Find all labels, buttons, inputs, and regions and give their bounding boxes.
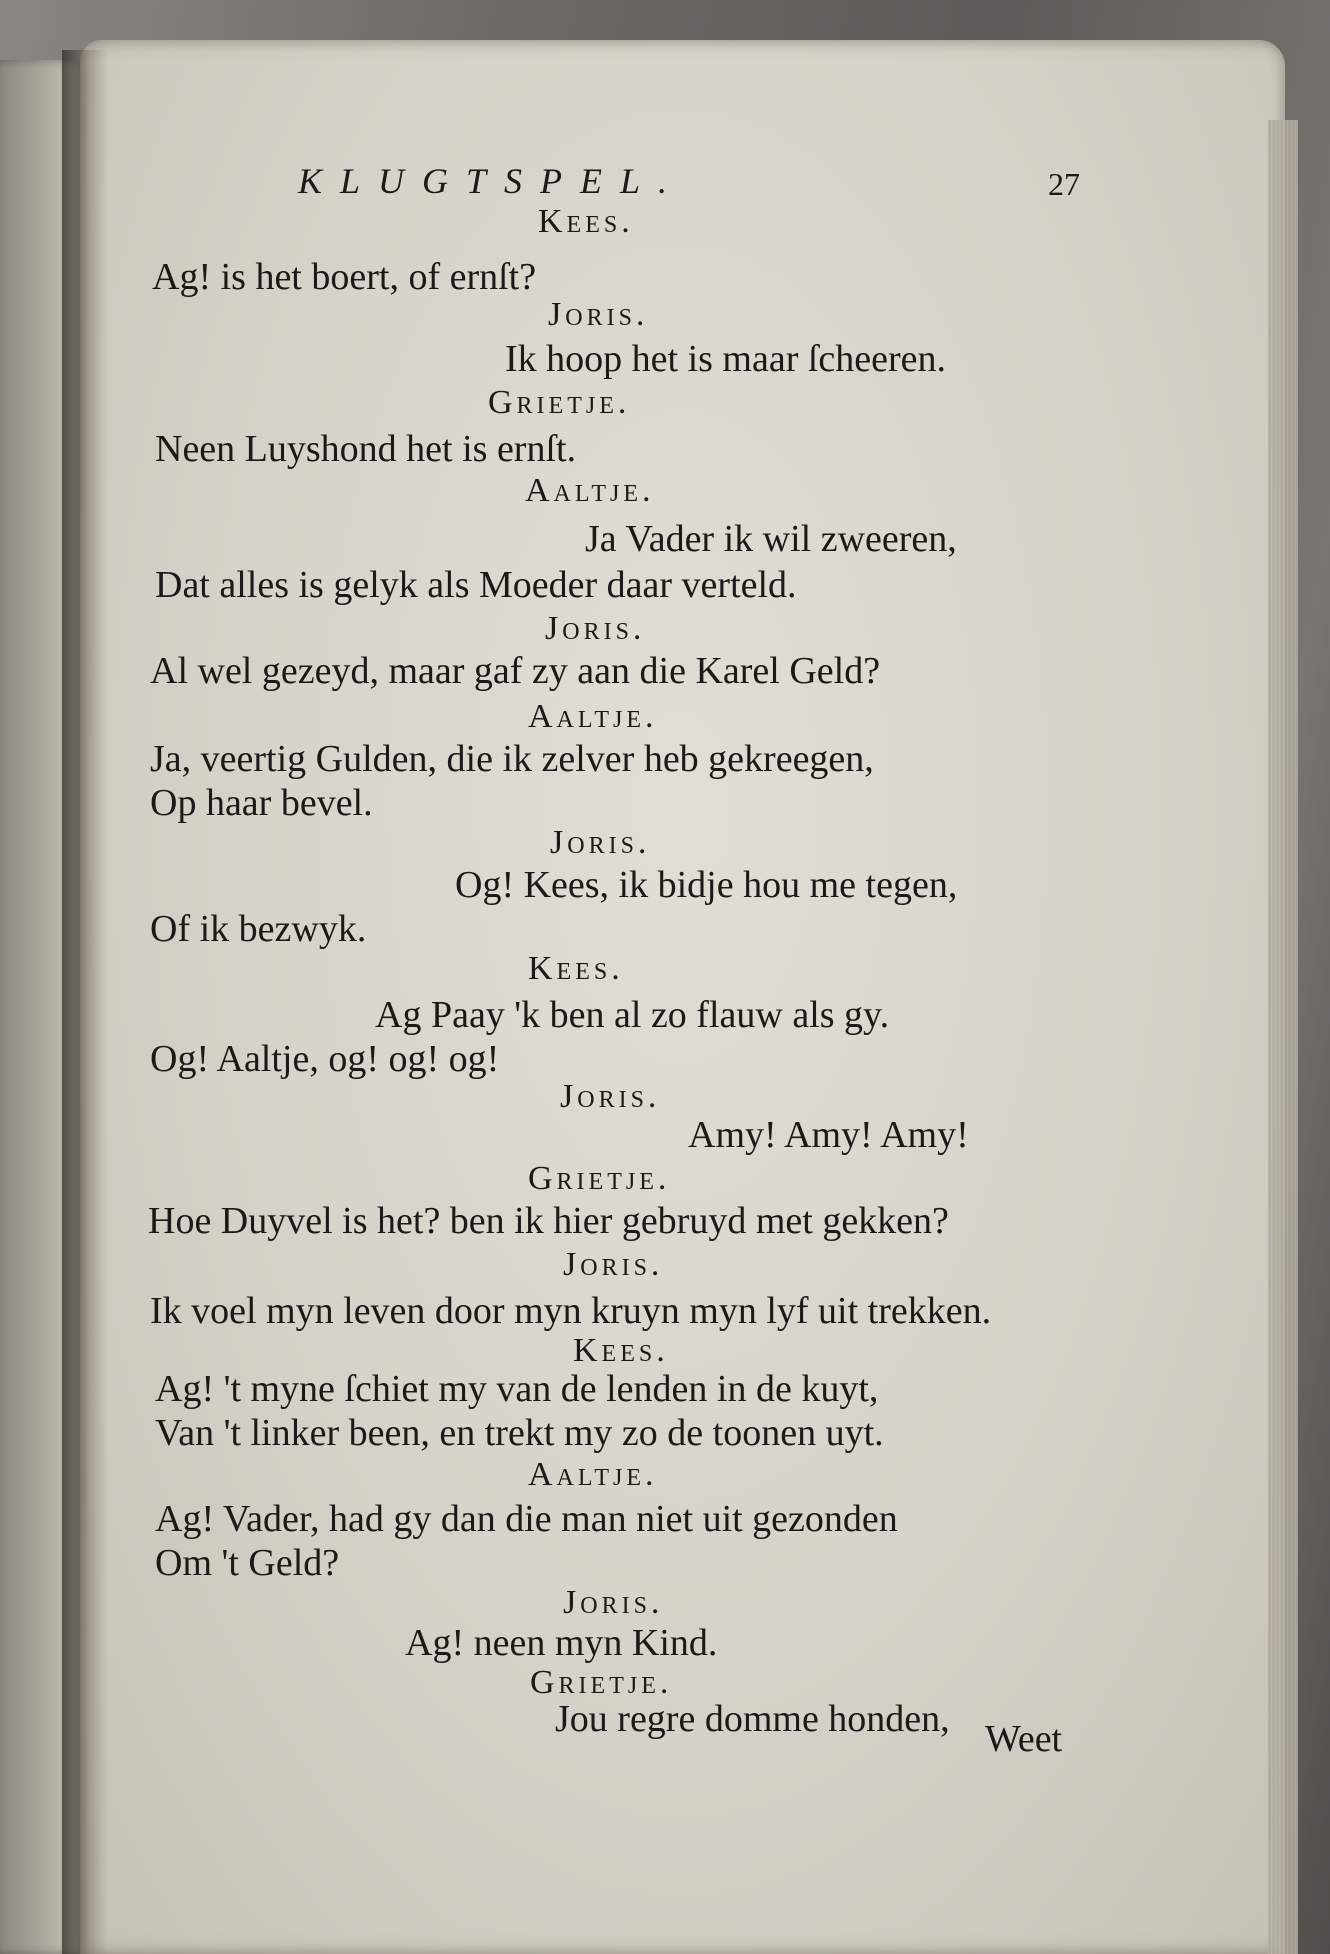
running-head: KLUGTSPEL. bbox=[298, 161, 686, 201]
verse-line: Ag! is het boert, of ernſt? bbox=[152, 256, 537, 298]
verse-line: Ja Vader ik wil zweeren, bbox=[585, 518, 957, 560]
speaker-name: Kees. bbox=[573, 1332, 669, 1369]
speaker-name: Joris. bbox=[563, 1246, 664, 1283]
verse-line: Al wel gezeyd, maar gaf zy aan die Karel Geld? bbox=[150, 650, 881, 692]
verse-line: Ag! 't myne ſchiet my van de lenden in de kuyt, bbox=[155, 1368, 879, 1410]
verse-line: Ag! neen myn Kind. bbox=[405, 1622, 718, 1664]
verse-line: Op haar bevel. bbox=[150, 782, 373, 824]
verse-line: Van 't linker been, en trekt my zo de toonen uyt. bbox=[155, 1412, 884, 1454]
catchword: Weet bbox=[985, 1718, 1063, 1760]
speaker-name: Aaltje. bbox=[528, 1456, 658, 1493]
verse-line: Ag! Vader, had gy dan die man niet uit gezonden bbox=[155, 1498, 898, 1540]
verse-line: Jou regre domme honden, bbox=[555, 1698, 950, 1740]
speaker-name: Joris. bbox=[548, 296, 649, 333]
speaker-name: Kees. bbox=[528, 950, 624, 987]
verse-line: Og! Aaltje, og! og! og! bbox=[150, 1038, 500, 1080]
speaker-name: Joris. bbox=[560, 1078, 661, 1115]
speaker-name: Aaltje. bbox=[525, 472, 655, 509]
speaker-name: Grietje. bbox=[528, 1160, 671, 1197]
verse-line: Ik voel myn leven door myn kruyn myn lyf uit trekken. bbox=[150, 1290, 992, 1332]
book-gutter bbox=[62, 50, 108, 1954]
speaker-name: Grietje. bbox=[488, 384, 631, 421]
speaker-name: Joris. bbox=[550, 824, 651, 861]
speaker-name: Kees. bbox=[538, 203, 634, 240]
verse-line: Amy! Amy! Amy! bbox=[688, 1114, 969, 1156]
verse-line: Ag Paay 'k ben al zo flauw als gy. bbox=[375, 994, 890, 1036]
page-number: 27 bbox=[1048, 166, 1080, 202]
verse-line: Ik hoop het is maar ſcheeren. bbox=[505, 338, 947, 380]
verse-line: Hoe Duyvel is het? ben ik hier gebruyd met gekken? bbox=[148, 1200, 949, 1242]
speaker-name: Grietje. bbox=[530, 1664, 673, 1701]
verse-line: Of ik bezwyk. bbox=[150, 908, 367, 950]
speaker-name: Aaltje. bbox=[528, 698, 658, 735]
verse-line: Ja, veertig Gulden, die ik zelver heb gekreegen, bbox=[150, 738, 874, 780]
verse-line: Neen Luyshond het is ernſt. bbox=[155, 428, 577, 470]
page-stack-edge bbox=[1268, 120, 1298, 1954]
speaker-name: Joris. bbox=[545, 610, 646, 647]
speaker-name: Joris. bbox=[563, 1584, 664, 1621]
verse-line: Dat alles is gelyk als Moeder daar verteld. bbox=[155, 564, 797, 606]
verse-line: Og! Kees, ik bidje hou me tegen, bbox=[455, 864, 958, 906]
verse-line: Om 't Geld? bbox=[155, 1542, 340, 1584]
